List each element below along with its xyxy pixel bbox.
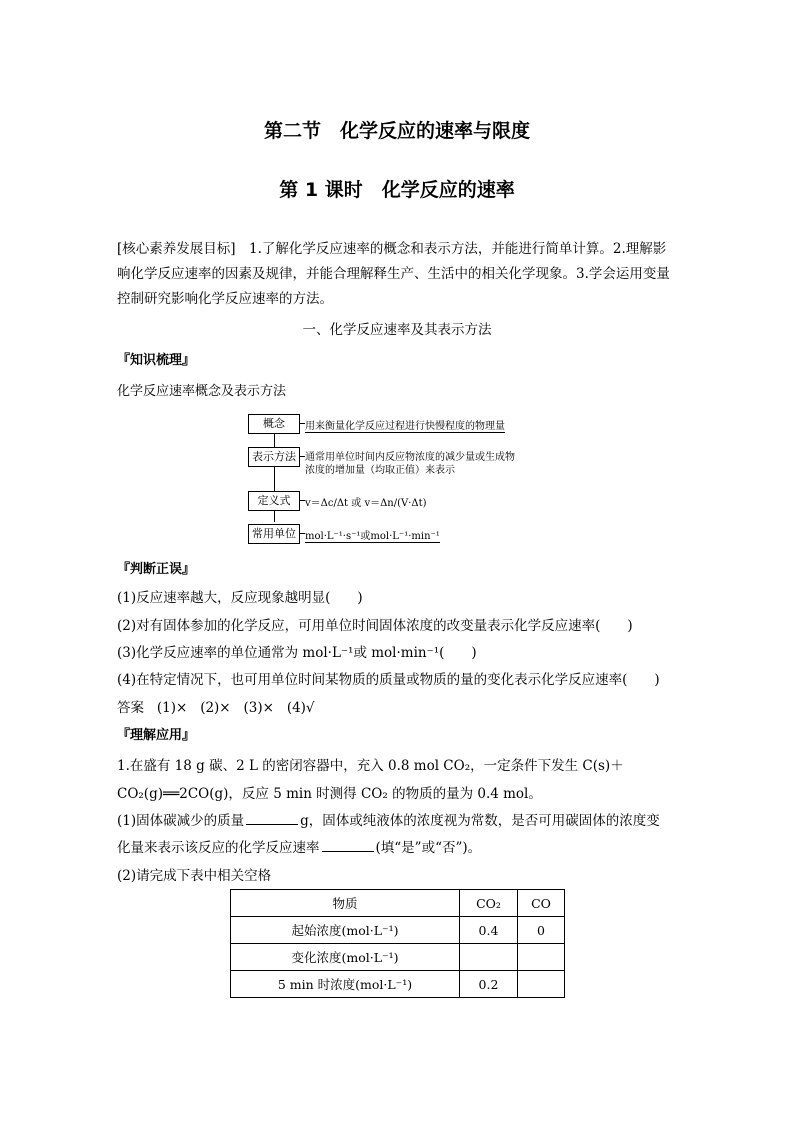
table-cell[interactable] <box>460 944 518 971</box>
judge-item: (3)化学反应速率的单位通常为 mol·L⁻¹或 mol·min⁻¹( ) <box>117 645 477 661</box>
table-row <box>231 944 565 971</box>
answer-blank[interactable] <box>322 839 374 852</box>
question-1-line2: CO₂(g)══2CO(g)，反应 5 min 时测得 CO₂ 的物质的量为 0.4 mol。 <box>117 786 542 802</box>
question-1-sub1-cont: 化量来表示该反应的化学反应速率 (填“是”或“否”)。 <box>117 840 482 856</box>
method-box: 表示方法 <box>248 447 300 467</box>
judge-heading: 『判断正误』 <box>117 562 196 577</box>
table-header: CO₂ <box>460 890 518 917</box>
table-row <box>231 971 565 998</box>
table-cell[interactable] <box>518 971 565 998</box>
concentration-table <box>230 889 565 998</box>
method-text-2: 浓度的增加量（均取正值）来表示 <box>305 465 455 476</box>
page-title: 第二节 化学反应的速率与限度 <box>263 120 530 142</box>
table-header-row <box>231 890 565 917</box>
table-row <box>231 917 565 944</box>
question-1-sub2: (2)请完成下表中相关空格 <box>117 868 272 884</box>
table-cell: 变化浓度(mol·L⁻¹) <box>231 944 460 971</box>
question-1-line1: 1.在盛有 18 g 碳、2 L 的密闭容器中，充入 0.8 mol CO₂，一定条件下发生 C(s)＋ <box>117 758 624 774</box>
judge-item: (4)在特定情况下，也可用单位时间某物质的质量或物质的量的变化表示化学反应速率( ) <box>117 672 660 688</box>
unit-box: 常用单位 <box>248 524 300 544</box>
judge-item: (1)反应速率越大，反应现象越明显( ) <box>117 590 363 606</box>
formula-text: v＝Δc/Δt 或 v＝Δn/(V·Δt) <box>305 498 427 509</box>
knowledge-heading: 『知识梳理』 <box>117 353 196 368</box>
answer-blank[interactable] <box>246 812 298 825</box>
judge-item: (2)对有固体参加的化学反应，可用单位时间固体浓度的改变量表示化学反应速率( ) <box>117 618 633 634</box>
table-cell: 5 min 时浓度(mol·L⁻¹) <box>231 971 460 998</box>
core-goals: [核心素养发展目标] 1.了解化学反应速率的概念和表示方法，并能进行简单计算。2.理解影响化学反应速率的因素及规律，并能合理解释生产、生活中的相关化学现象。3.学会运用变量控制研究影响化学反应速率的方法。 <box>117 241 670 307</box>
method-text-1: 通常用单位时间内反应物浓度的减少量或生成物 <box>305 452 515 463</box>
table-cell[interactable] <box>518 944 565 971</box>
concept-text: 用来衡量化学反应过程进行快慢程度的物理量 <box>305 417 505 433</box>
table-header: 物质 <box>231 890 460 917</box>
section-heading: 一、化学反应速率及其表示方法 <box>302 322 492 338</box>
unit-text: mol·L⁻¹·s⁻¹或mol·L⁻¹·min⁻¹ <box>305 527 440 543</box>
answer-line: 答案 (1)× (2)× (3)× (4)√ <box>117 700 315 716</box>
apply-heading: 『理解应用』 <box>117 728 196 743</box>
question-1-sub1: (1)固体碳减少的质量 g，固体或纯液体的浓度视为常数，是否可用碳固体的浓度变 <box>117 813 660 829</box>
table-cell: 0.4 <box>460 917 518 944</box>
table-header: CO <box>518 890 565 917</box>
concept-box: 概念 <box>248 414 300 434</box>
diagram-title: 化学反应速率概念及表示方法 <box>117 384 287 399</box>
table-cell: 0.2 <box>460 971 518 998</box>
formula-box: 定义式 <box>248 491 300 511</box>
table-cell: 0 <box>518 917 565 944</box>
lesson-subtitle: 第 1 课时 化学反应的速率 <box>279 179 515 201</box>
table-cell: 起始浓度(mol·L⁻¹) <box>231 917 460 944</box>
